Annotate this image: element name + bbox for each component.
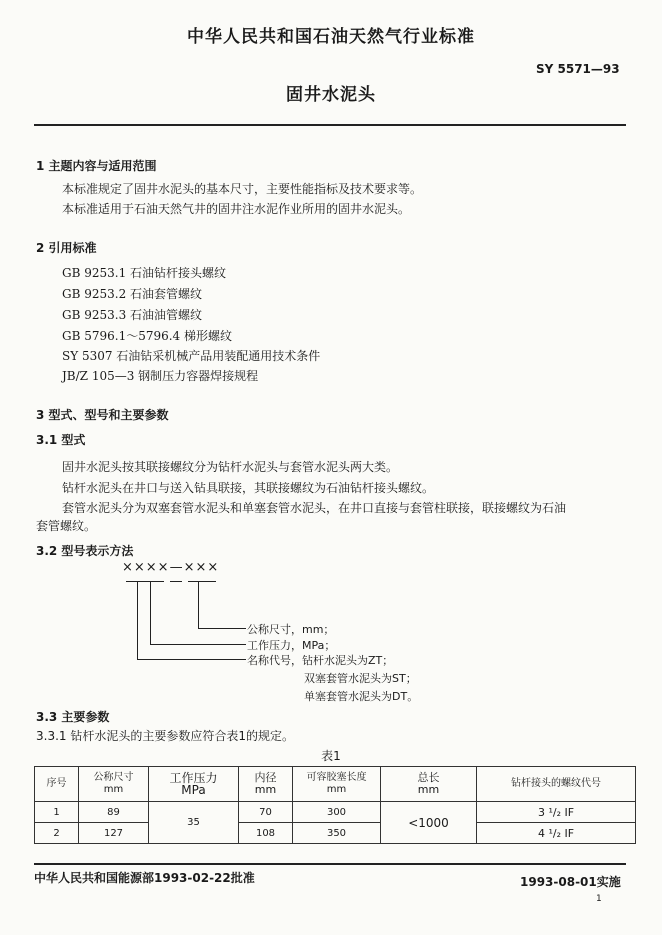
section-3-1-heading: 3.1 型式 <box>36 433 86 447</box>
footer-rule <box>34 863 626 865</box>
model-label-pressure: 工作压力，MPa； <box>247 639 336 652</box>
cell-inner-diameter: 70 <box>239 802 293 823</box>
table-caption: 表1 <box>321 749 341 763</box>
cell-size: 89 <box>79 802 149 823</box>
model-pattern: ××××—××× <box>122 560 220 575</box>
effective-date: 1993-08-01实施 <box>520 875 621 889</box>
header-rule <box>34 124 626 126</box>
section-3-2-heading: 3.2 型号表示方法 <box>36 544 134 558</box>
header-unit: mm <box>326 784 347 795</box>
column-header <box>79 767 149 802</box>
table-header-row <box>35 767 636 802</box>
table-row <box>35 823 636 844</box>
header-main: 工作压力 <box>169 771 218 785</box>
cell-plug-length: 350 <box>293 823 381 844</box>
cell-no: 1 <box>35 802 79 823</box>
code-underline <box>126 581 164 582</box>
reference-item: GB 5796.1～5796.4 梯形螺纹 <box>62 329 233 343</box>
section-3-3-heading: 3.3 主要参数 <box>36 710 110 724</box>
header-main: 总长 <box>417 771 440 784</box>
table-row <box>35 802 636 823</box>
parameters-table <box>34 766 636 844</box>
standard-code: SY 5571—93 <box>536 62 620 76</box>
reference-item: GB 9253.2 石油套管螺纹 <box>62 287 203 301</box>
code-connector <box>137 582 138 660</box>
model-label-single: 单塞套管水泥头为DT。 <box>304 690 419 703</box>
cell-pressure: 35 <box>149 802 239 844</box>
section-3-3-1-text: 3.3.1 钻杆水泥头的主要参数应符合表1的规定。 <box>36 729 294 743</box>
column-header <box>381 767 477 802</box>
section-1-para-1: 本标准规定了固井水泥头的基本尺寸，主要性能指标及技术要求等。 <box>62 182 423 196</box>
section-1-para-2: 本标准适用于石油天然气井的固井注水泥作业所用的固井水泥头。 <box>62 202 411 216</box>
model-label-double: 双塞套管水泥头为ST； <box>304 672 417 685</box>
model-label-size: 公称尺寸，mm； <box>247 623 335 636</box>
cell-size: 127 <box>79 823 149 844</box>
header-unit: MPa <box>181 783 206 797</box>
header-main: 可容胶塞长度 <box>306 772 367 783</box>
column-header <box>35 767 79 802</box>
header-main: 公称尺寸 <box>93 772 134 783</box>
section-3-1-para-3b: 套管螺纹。 <box>36 519 97 533</box>
cell-thread-code: 4 ¹/₂ IF <box>477 823 636 844</box>
header-main: 序号 <box>46 778 67 789</box>
cell-total-length: <1000 <box>381 802 477 844</box>
section-3-heading: 3 型式、型号和主要参数 <box>36 408 169 422</box>
section-3-1-para-2: 钻杆水泥头在井口与送入钻具联接，其联接螺纹为石油钻杆接头螺纹。 <box>62 481 435 495</box>
model-label-code: 名称代号，钻杆水泥头为ZT； <box>247 654 394 667</box>
column-header <box>239 767 293 802</box>
section-1-heading: 1 主题内容与适用范围 <box>36 159 157 173</box>
size-connector <box>198 628 246 629</box>
document-title: 固井水泥头 <box>286 85 376 105</box>
header-unit: mm <box>254 783 277 796</box>
header-main: 钻杆接头的螺纹代号 <box>511 778 601 789</box>
issuing-organization: 中华人民共和国石油天然气行业标准 <box>187 27 475 47</box>
cell-plug-length: 300 <box>293 802 381 823</box>
pressure-connector <box>150 582 151 645</box>
section-3-1-para-3a: 套管水泥头分为双塞套管水泥头和单塞套管水泥头，在井口直接与套管柱联接，联接螺纹为石油 <box>62 501 567 515</box>
cell-inner-diameter: 108 <box>239 823 293 844</box>
header-main: 内径 <box>254 771 277 784</box>
column-header <box>477 767 636 802</box>
section-3-1-para-1: 固井水泥头按其联接螺纹分为钻杆水泥头与套管水泥头两大类。 <box>62 460 399 474</box>
section-2-heading: 2 引用标准 <box>36 241 97 255</box>
reference-item: JB/Z 105—3 钢制压力容器焊接规程 <box>62 369 259 383</box>
pressure-underline <box>170 581 182 582</box>
size-connector <box>198 582 199 629</box>
pressure-connector <box>150 644 246 645</box>
cell-no: 2 <box>35 823 79 844</box>
page-number: 1 <box>596 894 602 904</box>
reference-item: GB 9253.3 石油油管螺纹 <box>62 308 203 322</box>
column-header <box>293 767 381 802</box>
header-unit: mm <box>103 784 124 795</box>
size-underline <box>188 581 216 582</box>
column-header <box>149 767 239 802</box>
cell-thread-code: 3 ¹/₂ IF <box>477 802 636 823</box>
code-connector <box>137 659 246 660</box>
header-unit: mm <box>417 783 440 796</box>
reference-item: GB 9253.1 石油钻杆接头螺纹 <box>62 266 227 280</box>
approval-note: 中华人民共和国能源部1993-02-22批准 <box>34 871 255 885</box>
reference-item: SY 5307 石油钻采机械产品用装配通用技术条件 <box>62 349 321 363</box>
